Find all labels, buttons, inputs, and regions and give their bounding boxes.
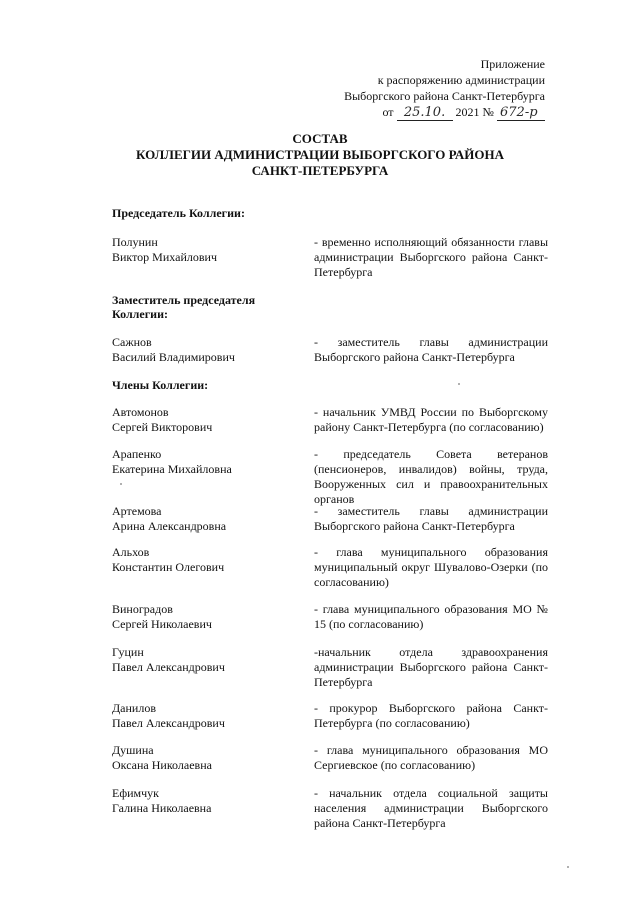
person-name [112,235,302,265]
surname: Артемова [112,504,162,518]
title-line-1: СОСТАВ [292,131,348,146]
surname: Автомонов [112,405,169,419]
title-line-2: КОЛЛЕГИИ АДМИНИСТРАЦИИ ВЫБОРГСКОГО РАЙОНА [136,147,504,162]
surname: Арапенко [112,447,162,461]
appendix-block [344,56,545,121]
given-names: Сергей Николаевич [112,617,212,631]
given-names: Павел Александрович [112,716,225,730]
surname: Сажнов [112,335,152,349]
scan-speck [458,383,460,385]
position-description: - временно исполняющий обязанности главы администрации Выборгского района Санкт-Петербурга [314,235,548,279]
position-description: -начальник отдела здравоохранения администрации Выборгского района Санкт-Петербурга [314,645,548,689]
given-names: Галина Николаевна [112,801,212,815]
position-description: - глава муниципального образования муниципальный округ Шувалово-Озерки (по согласованию) [314,545,548,589]
chair-heading: Председатель Коллегии: [112,206,245,220]
appendix-order-ref: к распоряжению администрации [377,73,545,87]
surname: Данилов [112,701,157,715]
handwritten-order-number: 672-р [497,106,545,121]
position-description: - прокурор Выборгского района Санкт-Петербурга (по согласованию) [314,701,548,730]
appendix-date-line [344,104,545,121]
members-heading: Члены Коллегии: [112,378,209,392]
appendix-title: Приложение [480,57,545,71]
scan-speck [567,866,569,868]
scan-speck [120,483,122,485]
handwritten-date: 25.10. [397,106,453,121]
given-names: Екатерина Михайловна [112,462,232,476]
position-description: - начальник отдела социальной защиты населения администрации Выборгского района Санкт-Петербурга [314,786,548,830]
person-name [112,786,302,816]
given-names: Василий Владимирович [112,350,235,364]
given-names: Павел Александрович [112,660,225,674]
person-name [112,335,302,365]
given-names: Сергей Викторович [112,420,213,434]
year-label: 2021 № [455,105,494,119]
position-description: - председатель Совета ветеранов (пенсионеров, инвалидов) войны, труда, Вооруженных сил и правоохранительных органов [314,447,548,506]
appendix-district: Выборгского района Санкт-Петербурга [344,89,545,103]
position-description: - глава муниципального образования МО № 15 (по согласованию) [314,602,548,631]
surname: Полунин [112,235,158,249]
person-name [112,645,302,675]
surname: Ефимчук [112,786,159,800]
document-title [0,131,640,179]
given-names: Оксана Николаевна [112,758,212,772]
given-names: Арина Александровна [112,519,227,533]
position-description: - заместитель главы администрации Выборгского района Санкт-Петербурга [314,504,548,533]
date-prefix: от [382,105,394,119]
person-name [112,701,302,731]
surname: Гуцин [112,645,144,659]
given-names: Виктор Михайлович [112,250,217,264]
position-description: - глава муниципального образования МО Сергиевское (по согласованию) [314,743,548,772]
surname: Душина [112,743,154,757]
surname: Виноградов [112,602,173,616]
position-description: - заместитель главы администрации Выборгского района Санкт-Петербурга [314,335,548,364]
person-name [112,405,302,435]
person-name [112,504,302,534]
person-name [112,602,302,632]
person-name [112,545,302,575]
surname: Альхов [112,545,150,559]
position-description: - начальник УМВД России по Выборгскому району Санкт-Петербурга (по согласованию) [314,405,548,434]
deputy-heading: Заместитель председателя Коллегии: [112,293,256,321]
person-name [112,743,302,773]
title-line-3: САНКТ-ПЕТЕРБУРГА [251,163,389,178]
given-names: Константин Олегович [112,560,225,574]
person-name [112,447,302,477]
